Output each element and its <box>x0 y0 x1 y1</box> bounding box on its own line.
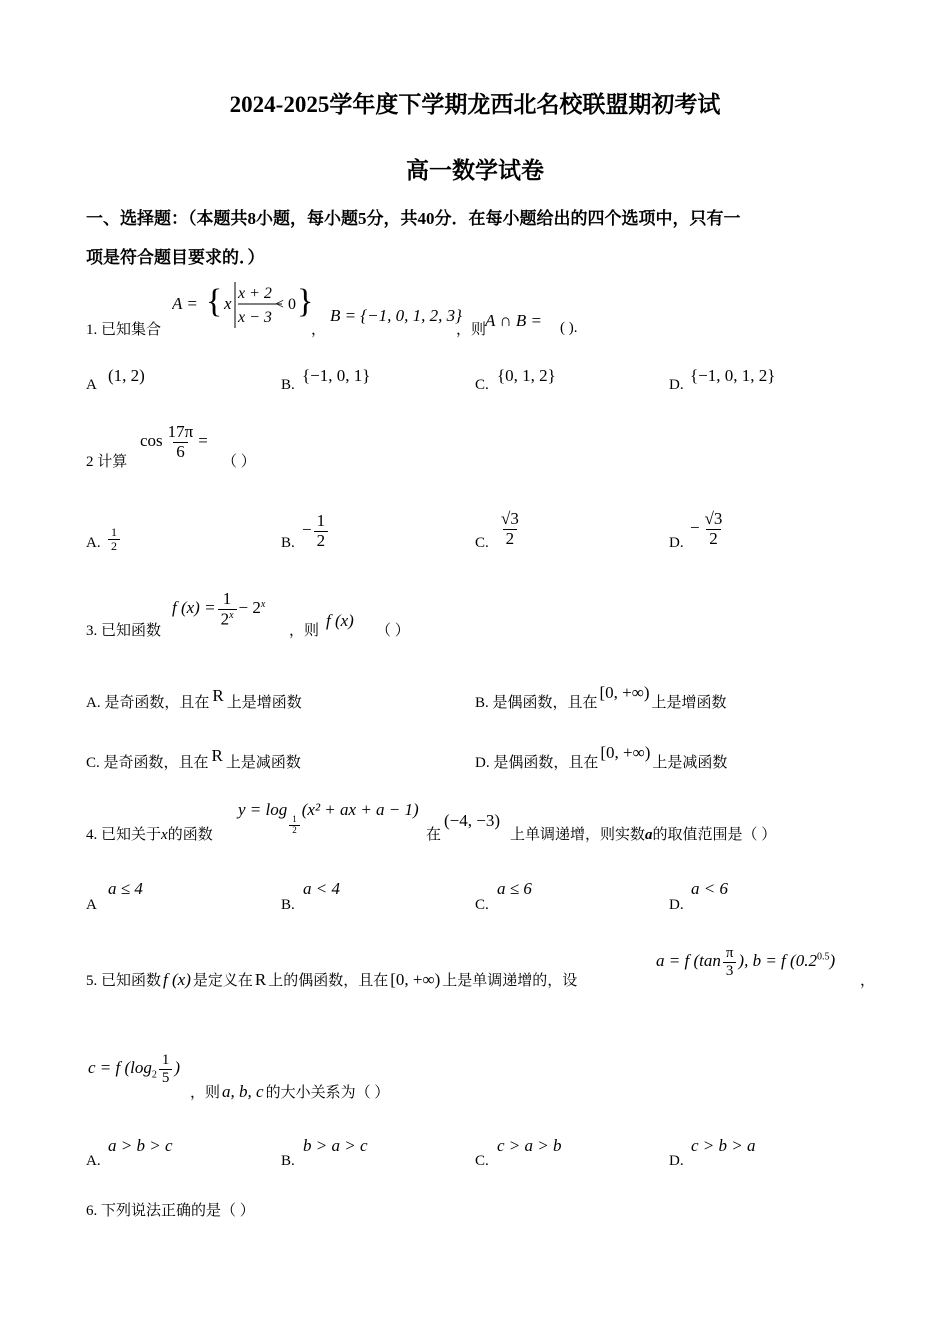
q4-optA-label: A <box>86 897 97 913</box>
q3-minus-exp: x <box>260 598 266 610</box>
q1-setA-x: x <box>224 294 232 313</box>
q3-fx2: f (x) <box>326 611 354 630</box>
q1-prefix: 1. 已知集合 <box>86 322 162 338</box>
q3-optC <box>86 746 301 772</box>
q3-den <box>218 609 237 629</box>
q5-line1 <box>86 969 577 990</box>
q2-optA-value <box>106 526 122 553</box>
q4-base-num: 1 <box>292 813 297 824</box>
q3-optD <box>475 743 728 772</box>
q5-c-den: 5 <box>159 1069 173 1087</box>
q2-fraction <box>165 423 197 461</box>
q1-optD-value: {−1, 0, 1, 2} <box>690 366 776 385</box>
q5-optD-value: c > b > a <box>691 1136 756 1155</box>
q2-optD-label: D. <box>669 535 684 551</box>
q3-prefix: 3. 已知函数 <box>86 623 162 639</box>
q2-optD-sign: − <box>690 518 700 538</box>
q1-comma: ， <box>311 322 327 338</box>
q5-prefix: 5. 已知函数 <box>86 973 162 989</box>
q5-t3: 上是单调递增的，设 <box>442 973 578 989</box>
q2-paren: （ ） <box>222 454 256 470</box>
q4-var-a: a <box>645 827 653 843</box>
q2-optD-fraction <box>702 510 726 548</box>
q3-optB-label: B. 是偶函数，且在 <box>475 695 598 711</box>
q5-optC-label: C. <box>475 1153 489 1169</box>
q4-base-den: 2 <box>289 825 300 836</box>
q2-optA-fraction <box>108 526 120 553</box>
q5-t4: ，则 <box>190 1085 221 1101</box>
q1-setA-rel: < 0 <box>275 296 297 313</box>
q3-fx: f (x) = <box>172 598 216 618</box>
q3-optD-tail: 上是减函数 <box>652 755 728 771</box>
q2-num: 17π <box>167 422 194 441</box>
q1-setA-num: x + 2 <box>238 285 272 302</box>
q3-optC-label: C. 是奇函数，且在 <box>86 755 209 771</box>
q5-b-post: ) <box>829 950 836 970</box>
q5-abc: a, b, c <box>222 1082 264 1101</box>
q4-optD-value: a < 6 <box>691 879 728 898</box>
q4-prefix <box>86 823 213 844</box>
q2-prefix: 2 计算 <box>86 454 128 470</box>
q5-a-fraction <box>723 945 737 979</box>
q5-line2 <box>190 1081 389 1102</box>
q2-eq: = <box>198 431 208 451</box>
q2-optB-sign: − <box>302 520 312 540</box>
q2-optC-num: √3 <box>501 509 519 528</box>
q5-comma: ， <box>860 973 876 989</box>
q3-optB <box>475 683 727 712</box>
q2-optA-label: A. <box>86 535 101 551</box>
q5-ab-def <box>656 945 835 979</box>
q4-function <box>238 800 419 835</box>
q3-optA-tail: 上是增函数 <box>226 695 302 711</box>
q3-den-exp: x <box>229 609 234 621</box>
q2-optC-den: 2 <box>503 529 518 549</box>
q4-tail2: 的取值范围是（ ） <box>652 827 777 843</box>
q1-optA-label: A <box>86 377 97 393</box>
q5-fx: f (x) <box>163 970 191 989</box>
q3-optD-set: [0, +∞) <box>600 743 651 762</box>
q5-t2: 上的偶函数，且在 <box>268 973 389 989</box>
q3-optC-tail: 上是减函数 <box>225 755 301 771</box>
q2-optD-num: √3 <box>704 509 723 528</box>
q2-optB-fraction <box>314 512 329 550</box>
q4-func-arg: (x² + ax + a − 1) <box>301 800 419 819</box>
section-heading-line1: 一、选择题：（本题共8小题，每小题5分，共40分．在每小题给出的四个选项中，只有一 <box>86 209 741 228</box>
q6-prefix: 6. 下列说法正确的是（ ） <box>86 1203 255 1219</box>
q5-optB-label: B. <box>281 1153 295 1169</box>
q4-mid-text: 的函数 <box>167 827 213 843</box>
q1-optB-label: B. <box>281 377 295 393</box>
q5-c-pre: c = f (log <box>88 1057 152 1077</box>
q2-optC-value <box>496 510 524 548</box>
q5-optD-label: D. <box>669 1153 684 1169</box>
q4-optD-label: D. <box>669 897 684 913</box>
q5-c-num: 1 <box>161 1052 170 1068</box>
q2-cos: cos <box>140 431 163 451</box>
q4-optA-value: a ≤ 4 <box>108 879 143 898</box>
q2-optB-num: 1 <box>316 511 326 530</box>
q2-optB-value <box>302 512 330 550</box>
exam-subtitle: 高一数学试卷 <box>406 158 544 183</box>
q4-optB-label: B. <box>281 897 295 913</box>
q4-var-x: x <box>161 827 168 843</box>
q1-setB: B = {−1, 0, 1, 2, 3} <box>330 306 462 325</box>
q5-optA-value: a > b > c <box>108 1136 173 1155</box>
q2-den: 6 <box>173 442 188 462</box>
q5-c-sub: 2 <box>151 1069 157 1081</box>
q2-optD-value <box>690 510 727 548</box>
q3-optC-set: R <box>211 746 223 765</box>
q3-minus: − 2 <box>238 598 261 618</box>
q1-optC-label: C. <box>475 377 489 393</box>
exam-title: 2024-2025学年度下学期龙西北名校联盟期初考试 <box>229 92 721 117</box>
q5-a-post: ), b = f (0.2 <box>738 950 817 970</box>
q3-expression <box>172 590 265 629</box>
q4-optC-label: C. <box>475 897 489 913</box>
q5-c-def <box>88 1052 180 1086</box>
q4-optB-value: a < 4 <box>303 879 340 898</box>
q2-optB-label: B. <box>281 535 295 551</box>
section-heading-line2: 项是符合题目要求的．） <box>86 248 265 267</box>
q3-optA-set: R <box>212 686 224 705</box>
q5-b-exp: 0.5 <box>816 951 830 963</box>
q5-R: R <box>254 970 267 989</box>
q1-setA <box>172 278 312 337</box>
q2-optB-den: 2 <box>314 531 329 551</box>
q3-fraction <box>218 590 237 629</box>
q1-paren: ( ). <box>560 320 578 336</box>
q4-func-lhs: y = log <box>238 800 288 819</box>
q1-optC-value: {0, 1, 2} <box>497 366 556 385</box>
q2-optA-num: 1 <box>111 525 117 539</box>
q1-setA-expression <box>172 278 312 332</box>
q1-setA-right-brace: } <box>297 283 312 320</box>
q5-a-num: π <box>725 945 734 961</box>
q5-optA-label: A. <box>86 1153 101 1169</box>
q4-tail1: 上单调递增，则实数 <box>510 827 646 843</box>
q3-num: 1 <box>222 589 232 608</box>
q3-optA <box>86 686 302 712</box>
q3-optD-label: D. 是偶函数，且在 <box>475 755 599 771</box>
q1-setA-lhs: A = <box>172 294 198 313</box>
q4-prefix-text: 4. 已知关于 <box>86 827 162 843</box>
q5-c-fraction <box>159 1052 173 1086</box>
q5-optC-value: c > a > b <box>497 1136 562 1155</box>
q5-c-post: ) <box>174 1057 181 1077</box>
q5-t5: 的大小关系为（ ） <box>265 1085 390 1101</box>
q2-optD-den: 2 <box>706 529 721 549</box>
q3-den-base: 2 <box>220 609 230 629</box>
q3-optA-label: A. 是奇函数，且在 <box>86 695 210 711</box>
q5-a-den: 3 <box>723 962 737 980</box>
q2-optA-den: 2 <box>108 539 120 553</box>
q3-optB-tail: 上是增函数 <box>651 695 727 711</box>
q5-t1: 是定义在 <box>192 973 253 989</box>
q5-optB-value: b > a > c <box>303 1136 368 1155</box>
q1-setA-den: x − 3 <box>238 309 272 326</box>
q4-base-fraction <box>289 815 300 836</box>
q4-tail <box>510 823 776 844</box>
q5-a-pre: a = f (tan <box>656 950 721 970</box>
q5-interval: [0, +∞) <box>390 970 441 989</box>
q1-optB-value: {−1, 0, 1} <box>302 366 371 385</box>
q1-then: ，则 <box>456 322 487 338</box>
q4-zai: 在 <box>426 827 442 843</box>
q2-expression <box>140 423 208 461</box>
q1-setA-left-brace: { <box>206 283 223 320</box>
q2-optC-fraction <box>498 510 522 548</box>
q3-then: ，则 <box>289 623 320 639</box>
q1-optA-value: (1, 2) <box>108 366 145 385</box>
q3-paren: （ ） <box>376 623 410 639</box>
q3-optB-set: [0, +∞) <box>599 683 650 702</box>
q1-optD-label: D. <box>669 377 684 393</box>
q4-optC-value: a ≤ 6 <box>497 879 532 898</box>
q2-optC-label: C. <box>475 535 489 551</box>
q1-expr: A ∩ B = <box>485 311 542 330</box>
q4-interval: (−4, −3) <box>444 811 500 830</box>
